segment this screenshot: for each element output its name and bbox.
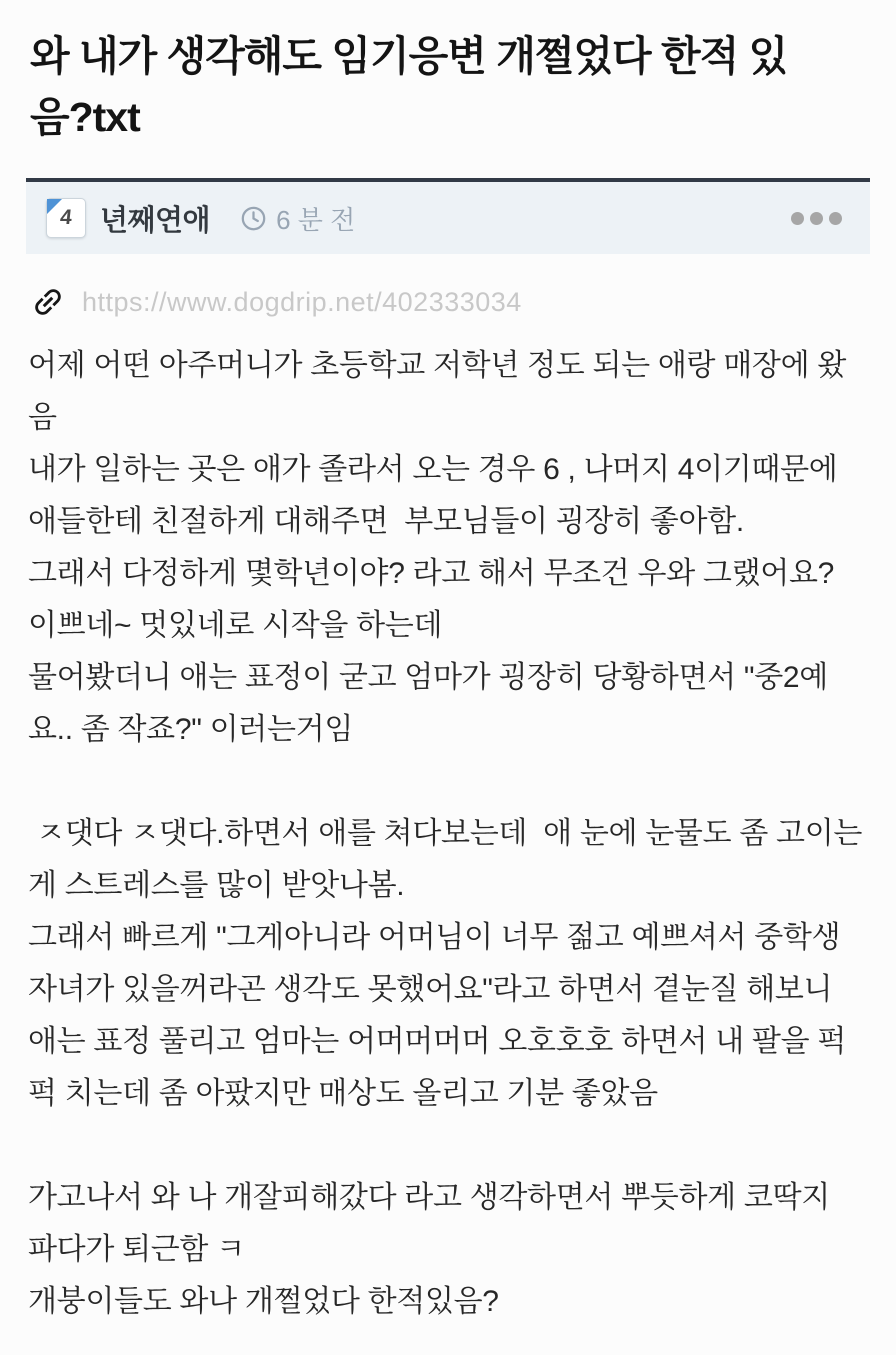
body-text-line: 자녀가 있을꺼라곤 생각도 못했어요"라고 하면서 곁눈질 해보니 (28, 973, 833, 1006)
body-text-line (28, 756, 870, 808)
clock-icon (240, 205, 267, 232)
post-time-group (240, 200, 355, 237)
board-name-link[interactable]: 년째연애 (100, 204, 211, 237)
board-badge-icon (46, 198, 86, 238)
body-text-line: 게 스트레스를 많이 받앗나봄. (28, 869, 405, 902)
body-text-line: 내가 일하는 곳은 애가 졸라서 오는 경우 6 , 나머지 4이기때문에 (28, 453, 838, 486)
body-text-line: 가고나서 와 나 개잘피해갔다 라고 생각하면서 뿌듯하게 코딱지 (28, 1181, 830, 1214)
board-bar (26, 178, 870, 254)
post-body (28, 340, 870, 1328)
body-text-line: 퍽 치는데 좀 아팠지만 매상도 올리고 기분 좋았음 (28, 1077, 658, 1110)
body-text-line: 물어봤더니 애는 표정이 굳고 엄마가 굉장히 당황하면서 "중2예 (28, 661, 828, 694)
title-line: 와 내가 생각해도 임기응변 개쩔었다 한적 있 (30, 33, 788, 79)
source-url-link[interactable]: https://www.dogdrip.net/402333034 (82, 286, 522, 317)
menu-dot (791, 212, 804, 225)
body-text-line: 음 (28, 401, 57, 434)
badge-glyph: 4 (59, 206, 74, 229)
body-text-line: 파다가 퇴근함 ㅋ (28, 1233, 245, 1266)
title-line: 음?txt (30, 94, 140, 140)
source-url-row (30, 284, 868, 320)
body-text-line: 그래서 빠르게 "그게아니라 어머님이 너무 젊고 예쁘셔서 중학생 (28, 921, 841, 954)
body-text-line: 요.. 좀 작죠?" 이러는거임 (28, 713, 354, 746)
body-text-line: 애들한테 친절하게 대해주면 부모님들이 굉장히 좋아함. (28, 505, 744, 538)
menu-dot (810, 212, 823, 225)
body-text-line: 애는 표정 풀리고 엄마는 어머머머머 오호호호 하면서 내 팔을 퍽 (28, 1025, 846, 1058)
body-text-line: 그래서 다정하게 몇학년이야? 라고 해서 무조건 우와 그랬어요? (28, 557, 835, 590)
body-text-line: 개붕이들도 와나 개쩔었다 한적있음? (28, 1285, 499, 1318)
body-text-line: 이쁘네~ 멋있네로 시작을 하는데 (28, 609, 443, 642)
page-title (0, 0, 896, 148)
body-text-line: ㅈ댓다 ㅈ댓다.하면서 애를 쳐다보는데 애 눈에 눈물도 좀 고이는 (28, 817, 863, 850)
ellipsis-menu-icon[interactable] (789, 206, 844, 231)
body-text-line (28, 1120, 870, 1172)
post-time-label: 6 분 전 (276, 204, 356, 235)
body-text-line: 어제 어떤 아주머니가 초등학교 저학년 정도 되는 애랑 매장에 왔 (28, 349, 846, 382)
menu-dot (829, 212, 842, 225)
chain-link-icon (30, 284, 66, 320)
